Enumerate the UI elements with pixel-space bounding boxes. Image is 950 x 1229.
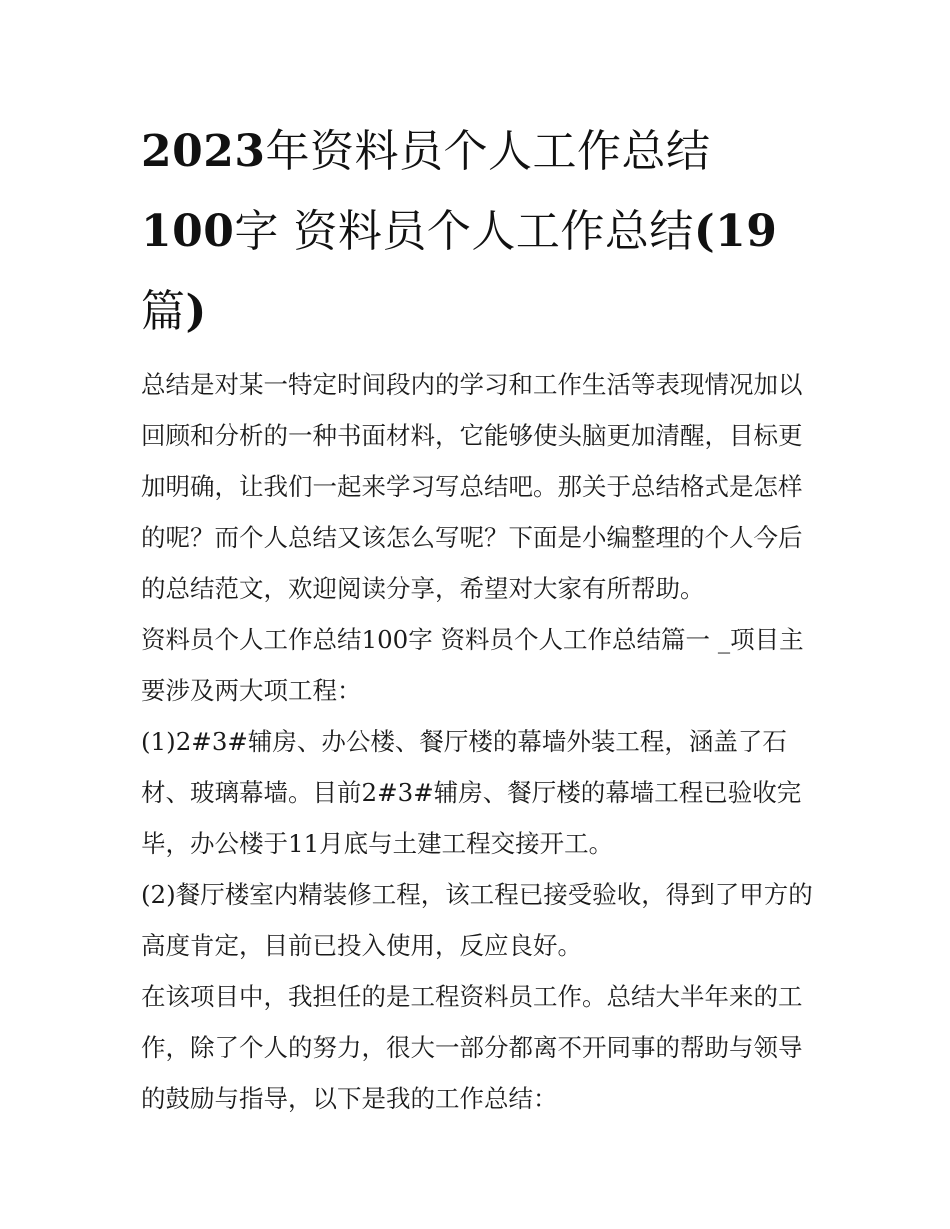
title-text-line2: 字 资料员个人工作总结: [234, 206, 694, 257]
item-1-paragraph: (1)2#3#辅房、办公楼、餐厅楼的幕墙外装工程，涵盖了石材、玻璃幕墙。目前2#3#辅房、餐厅楼的幕墙工程已验收完毕，办公楼于11月底与土建工程交接开工。: [141, 727, 802, 858]
section-heading-paragraph: 资料员个人工作总结100字 资料员个人工作总结篇一 _项目主要涉及两大项工程：: [141, 625, 804, 705]
item-2-paragraph: (2)餐厅楼室内精装修工程，该工程已接受验收，得到了甲方的高度肯定，目前已投入使用，反应良好。: [141, 880, 813, 960]
title-count-close: ): [185, 286, 207, 337]
title-text-line1: 年资料员个人工作总结: [265, 126, 711, 177]
title-year: 2023: [141, 126, 266, 177]
title-count-open: (19: [693, 206, 778, 257]
document-content: [141, 112, 821, 1124]
document-title: [141, 112, 821, 352]
title-word-count: 100: [141, 206, 235, 257]
intro-paragraph: 总结是对某一特定时间段内的学习和工作生活等表现情况加以回顾和分析的一种书面材料，它能够使头脑更加清醒，目标更加明确，让我们一起来学习写总结吧。那关于总结格式是怎样的呢？而个人总结又该怎么写呢？下面是小编整理的个人今后的总结范文，欢迎阅读分享，希望对大家有所帮助。: [141, 370, 803, 603]
title-text-line3: 篇: [141, 286, 186, 337]
summary-paragraph: 在该项目中，我担任的是工程资料员工作。总结大半年来的工作，除了个人的努力，很大一部分都离不开同事的帮助与领导的鼓励与指导，以下是我的工作总结：: [141, 982, 803, 1113]
